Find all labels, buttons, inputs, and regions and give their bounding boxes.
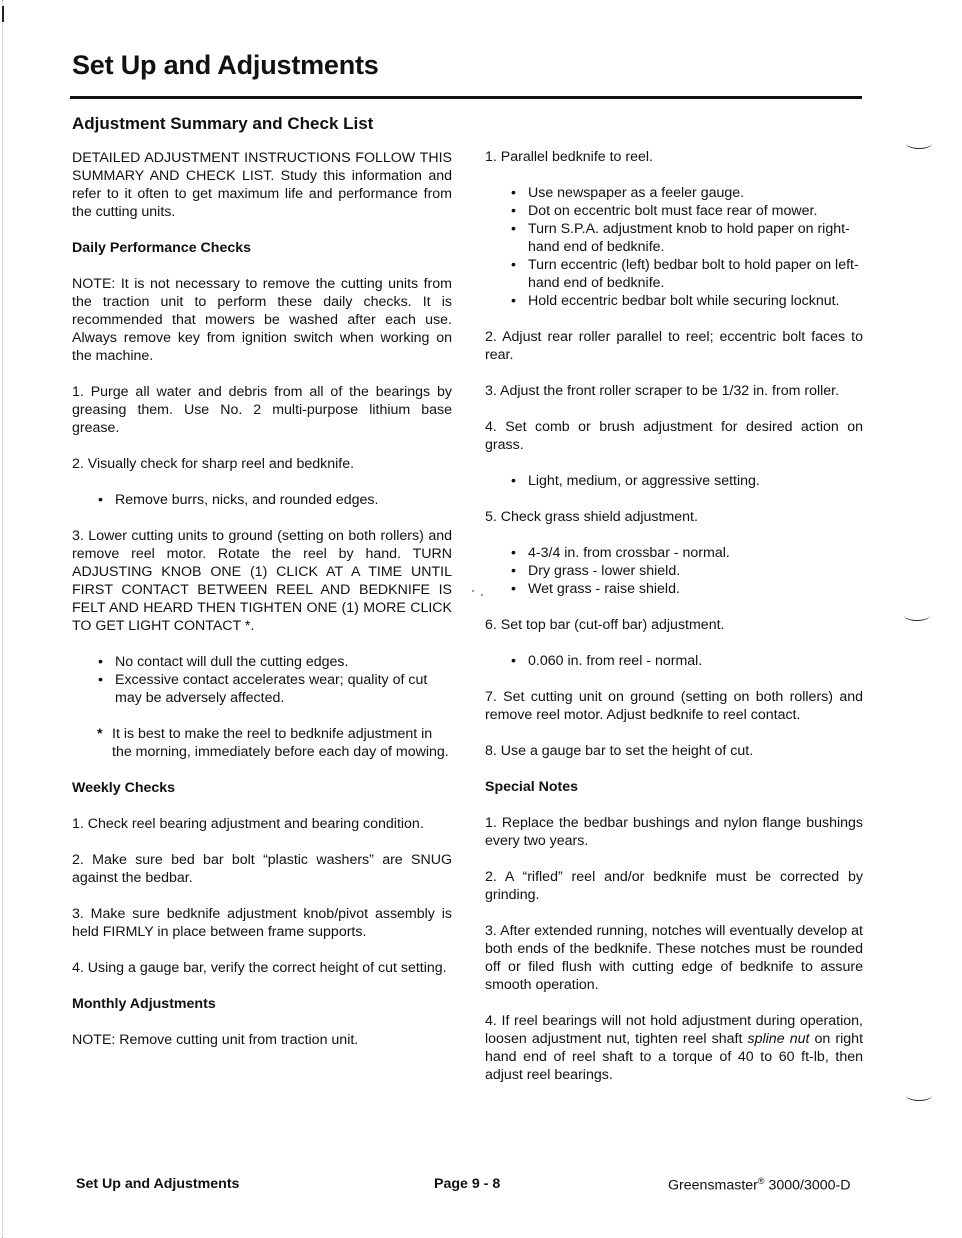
- monthly-step-4-bullets: [485, 472, 863, 490]
- star-note-text: It is best to make the reel to bedknife adjustment in the morning, immediately before each day of mowing.: [112, 726, 449, 760]
- list-item: • Wet grass - raise shield.: [485, 580, 863, 598]
- list-item: • Dot on eccentric bolt must face rear of mower.: [485, 202, 863, 220]
- registered-mark: ®: [757, 1176, 765, 1186]
- list-item: • Remove burrs, nicks, and rounded edges.: [72, 491, 452, 509]
- daily-step-1: 1. Purge all water and debris from all of the bearings by greasing them. Use No. 2 multi-purpose lithium base grease.: [72, 384, 452, 436]
- binder-mark: [904, 610, 930, 621]
- daily-checks-heading: Daily Performance Checks: [72, 240, 252, 256]
- intro-paragraph: DETAILED ADJUSTMENT INSTRUCTIONS FOLLOW THIS SUMMARY AND CHECK LIST. Study this information and refer to it often to get maximum life and performance from the cutting units.: [72, 150, 452, 220]
- list-item: • 4-3/4 in. from crossbar - normal.: [485, 544, 863, 562]
- monthly-step-5-bullets: [485, 544, 863, 598]
- monthly-step-1-bullets: [485, 184, 863, 310]
- edge-mark: [2, 6, 4, 22]
- title-rule: [70, 96, 862, 99]
- star-note: [72, 725, 452, 761]
- daily-step-2-bullets: [72, 491, 452, 509]
- list-item: • Turn S.P.A. adjustment knob to hold paper on right-hand end of bedknife.: [485, 220, 863, 256]
- left-column: [72, 114, 452, 1067]
- monthly-note: NOTE: Remove cutting unit from traction unit.: [72, 1032, 359, 1048]
- weekly-step-1: 1. Check reel bearing adjustment and bearing condition.: [72, 816, 424, 832]
- monthly-step-3: 3. Adjust the front roller scraper to be 1/32 in. from roller.: [485, 383, 840, 399]
- weekly-checks-heading: Weekly Checks: [72, 780, 176, 796]
- page-edge: [2, 0, 4, 1238]
- list-item: • Excessive contact accelerates wear; quality of cut may be adversely affected.: [72, 671, 452, 707]
- weekly-step-2: 2. Make sure bed bar bolt “plastic washers” are SNUG against the bedbar.: [72, 852, 452, 886]
- footer-model: [668, 1176, 851, 1194]
- footer-brand: Greensmaster: [668, 1177, 758, 1194]
- special-note-4: [485, 1012, 863, 1084]
- page-title: Set Up and Adjustments: [72, 50, 379, 80]
- monthly-step-7: 7. Set cutting unit on ground (setting on both rollers) and remove reel motor. Adjust bedknife to reel contact.: [485, 689, 863, 723]
- monthly-step-8: 8. Use a gauge bar to set the height of cut.: [485, 743, 754, 759]
- list-item: • Hold eccentric bedbar bolt while securing locknut.: [485, 292, 863, 310]
- list-item: • 0.060 in. from reel - normal.: [485, 652, 863, 670]
- daily-note: NOTE: It is not necessary to remove the cutting units from the traction unit to perform these daily checks. It is recommended that mowers be washed after each use. Always remove key from ignition switch when working on the machine.: [72, 276, 452, 364]
- footer-page-number: Page 9 - 8: [434, 1176, 501, 1192]
- special-note-4-text: 4. If reel bearings will not hold adjustment during operation, loosen adjustment nut, tighten reel shaft: [485, 1013, 863, 1047]
- binder-mark: [906, 138, 932, 149]
- monthly-adjustments-heading: Monthly Adjustments: [72, 996, 216, 1012]
- monthly-step-2: 2. Adjust rear roller parallel to reel; eccentric bolt faces to rear.: [485, 329, 863, 363]
- binder-mark: [906, 1090, 932, 1101]
- monthly-step-6-bullets: [485, 652, 863, 670]
- weekly-step-3: 3. Make sure bedknife adjustment knob/pivot assembly is held FIRMLY in place between frame supports.: [72, 906, 452, 940]
- list-item: • Use newspaper as a feeler gauge.: [485, 184, 863, 202]
- monthly-step-5: 5. Check grass shield adjustment.: [485, 509, 698, 525]
- list-item: • No contact will dull the cutting edges.: [72, 653, 452, 671]
- right-column: [485, 148, 863, 1102]
- scan-speck: [481, 594, 483, 596]
- special-note-4-text-end: on right hand end of reel shaft to a torque of 40 to 60 ft-lb, then adjust reel bearings.: [485, 1031, 864, 1083]
- list-item: • Dry grass - lower shield.: [485, 562, 863, 580]
- monthly-step-6: 6. Set top bar (cut-off bar) adjustment.: [485, 617, 725, 633]
- footer-model-number: 3000/3000-D: [764, 1177, 851, 1194]
- list-item: • Turn eccentric (left) bedbar bolt to hold paper on left-hand end of bedknife.: [485, 256, 863, 292]
- special-note-3: 3. After extended running, notches will eventually develop at both ends of the bedknife. These notches must be rounded off or filed flush with cutting edge of bedknife to assure smooth operation.: [485, 923, 863, 993]
- scan-speck: [472, 590, 474, 592]
- daily-step-3: 3. Lower cutting units to ground (setting on both rollers) and remove reel motor. Rotate the reel by hand. TURN ADJUSTING KNOB ONE (1) CLICK AT A TIME UNTIL FIRST CONTACT BETWEEN REEL AND BEDKNIFE IS FELT AND HEARD THEN TIGHTEN ONE (1) MORE CLICK TO GET LIGHT CONTACT *.: [72, 528, 452, 634]
- daily-step-2: 2. Visually check for sharp reel and bedknife.: [72, 456, 355, 472]
- daily-step-3-bullets: [72, 653, 452, 707]
- special-note-1: 1. Replace the bedbar bushings and nylon flange bushings every two years.: [485, 815, 863, 849]
- monthly-step-4: 4. Set comb or brush adjustment for desired action on grass.: [485, 419, 863, 453]
- special-notes-heading: Special Notes: [485, 779, 579, 795]
- weekly-step-4: 4. Using a gauge bar, verify the correct height of cut setting.: [72, 960, 447, 976]
- list-item: • Light, medium, or aggressive setting.: [485, 472, 863, 490]
- section-heading: Adjustment Summary and Check List: [72, 114, 374, 133]
- spline-nut-term: spline nut: [747, 1031, 810, 1047]
- footer-section-name: Set Up and Adjustments: [76, 1176, 240, 1192]
- monthly-step-1: 1. Parallel bedknife to reel.: [485, 149, 653, 165]
- asterisk-symbol: *: [97, 726, 103, 742]
- special-note-2: 2. A “rifled” reel and/or bedknife must be corrected by grinding.: [485, 869, 863, 903]
